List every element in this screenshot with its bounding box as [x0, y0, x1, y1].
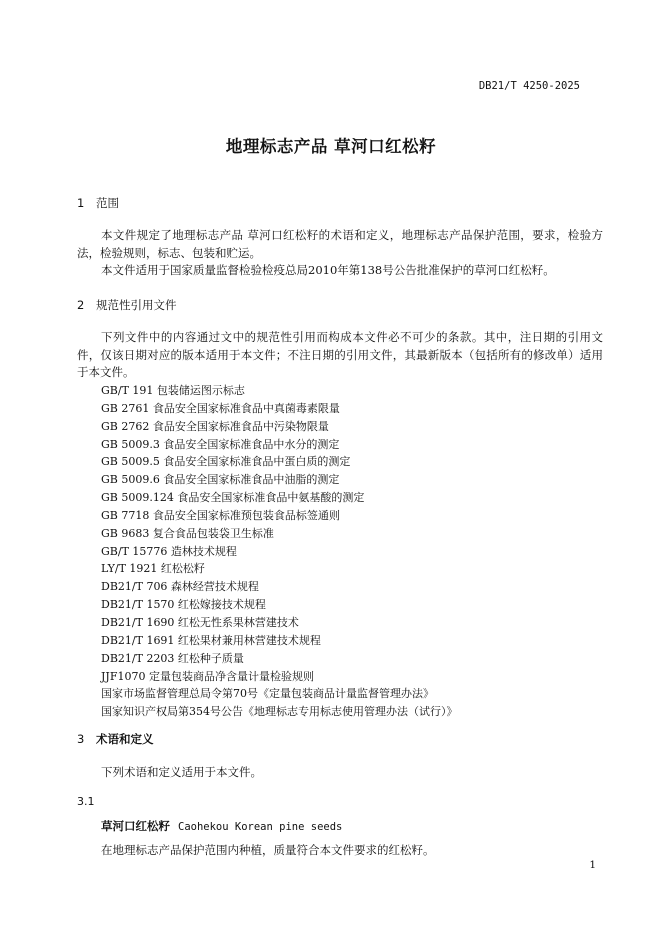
reference-item: GB 5009.5 食品安全国家标准食品中蛋白质的测定	[101, 455, 351, 469]
reference-item: GB 5009.6 食品安全国家标准食品中油脂的测定	[101, 473, 340, 487]
section-number: 2	[77, 298, 85, 312]
scope-paragraph-2: 本文件适用于国家质量监督检验检疫总局2010年第138号公告批准保护的草河口红松籽。	[101, 263, 555, 277]
section-1-heading	[77, 195, 119, 211]
term-definition: 在地理标志产品保护范围内种植，质量符合本文件要求的红松籽。	[101, 843, 435, 857]
reference-item: DB21/T 1691 红松果材兼用林营建技术规程	[101, 633, 321, 647]
section-title: 术语和定义	[96, 732, 154, 746]
section-number: 1	[77, 196, 85, 210]
terms-intro: 下列术语和定义适用于本文件。	[101, 765, 262, 779]
term-chinese: 草河口红松籽	[101, 819, 170, 833]
section-title: 规范性引用文件	[96, 298, 177, 312]
reference-item: GB 5009.124 食品安全国家标准食品中氨基酸的测定	[101, 491, 365, 505]
section-title: 范围	[96, 196, 119, 210]
reference-item: GB 7718 食品安全国家标准预包装食品标签通则	[101, 508, 340, 522]
reference-item: LY/T 1921 红松松籽	[101, 562, 205, 576]
reference-item: 国家市场监督管理总局令第70号《定量包装商品计量监督管理办法》	[101, 687, 434, 701]
page-number: 1	[589, 859, 596, 871]
document-title: 地理标志产品 草河口红松籽	[225, 137, 437, 156]
reference-item: GB 2762 食品安全国家标准食品中污染物限量	[101, 419, 329, 433]
section-number: 3	[77, 732, 85, 746]
reference-list	[101, 382, 458, 721]
reference-item: 国家知识产权局第354号公告《地理标志专用标志使用管理办法（试行）》	[101, 705, 458, 719]
term-english: Caohekou Korean pine seeds	[178, 821, 343, 833]
reference-item: GB/T 191 包装储运图示标志	[101, 384, 245, 397]
term-entry	[101, 818, 342, 834]
section-3-heading	[77, 731, 154, 747]
section-2-heading	[77, 297, 177, 313]
reference-item: JJF1070 定量包装商品净含量计量检验规则	[101, 669, 314, 683]
reference-item: GB/T 15776 造林技术规程	[101, 544, 237, 558]
reference-item: GB 9683 复合食品包装袋卫生标准	[101, 526, 274, 540]
reference-item: GB 2761 食品安全国家标准食品中真菌毒素限量	[101, 401, 340, 415]
reference-item: DB21/T 1570 红松嫁接技术规程	[101, 598, 266, 612]
reference-item: DB21/T 706 森林经营技术规程	[101, 580, 259, 594]
reference-item: DB21/T 1690 红松无性系果林营建技术	[101, 615, 299, 629]
term-entry-number: 3.1	[77, 795, 95, 808]
document-code: DB21/T 4250-2025	[478, 80, 580, 92]
reference-item: GB 5009.3 食品安全国家标准食品中水分的测定	[101, 437, 340, 451]
normative-intro: 下列文件中的内容通过文中的规范性引用而构成本文件必不可少的条款。其中，注日期的引用文件，仅该日期对应的版本适用于本文件；不注日期的引用文件，其最新版本（包括所有的修改单）适用于本文件。	[77, 330, 603, 379]
reference-item: DB21/T 2203 红松种子质量	[101, 651, 244, 665]
scope-paragraph-1: 本文件规定了地理标志产品 草河口红松籽的术语和定义，地理标志产品保护范围，要求，检验方法，检验规则，标志、包装和贮运。	[77, 228, 603, 260]
